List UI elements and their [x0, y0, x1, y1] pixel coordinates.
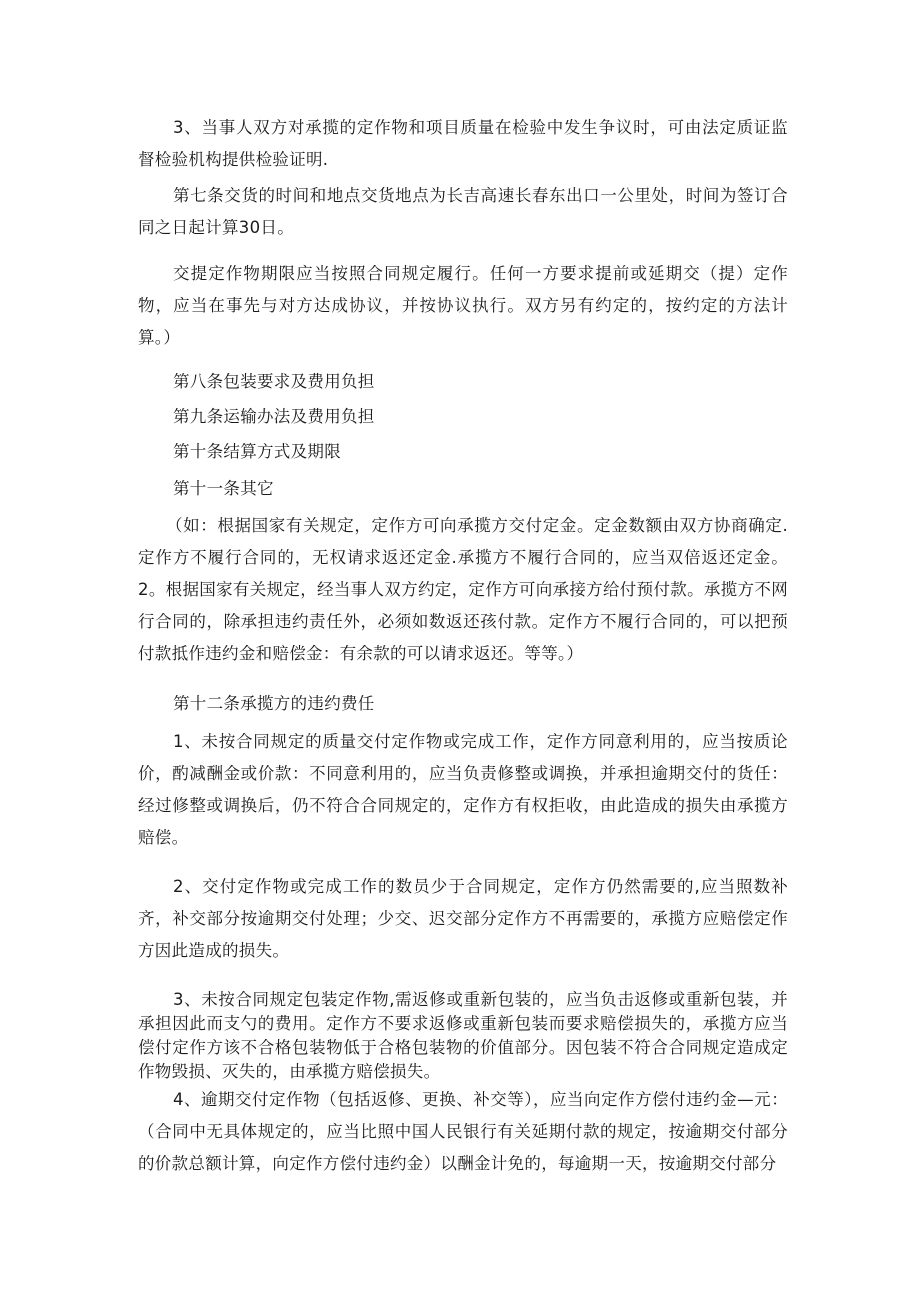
paragraph-liability-4: 4、逾期交付定作物（包括返修、更换、补交等），应当向定作方偿付违约金—元：（合同中无具体规定的，应当比照中国人民银行有关延期付款的规定，按逾期交付部分的价款总额计算，向定作方偿付违约金）以酬金计免的，每逾期一天，按逾期交付部分 — [138, 1090, 788, 1173]
heading-article-11: 第十一条其它 — [173, 479, 274, 498]
paragraph-liability-3: 3、未按合同规定包装定作物,需返修或重新包装的，应当负击返修或重新包装，并承担因此而支勺的费用。定作方不要求返修或重新包装而要求赔偿损失的，承揽方应当偿付定作方该不合格包装物低于合格包装物的价值部分。因包装不符合合同规定造成定作物毁损、灭失的，由承揽方赔偿损失。 — [138, 990, 788, 1081]
paragraph-liability-1: 1、未按合同规定的质量交付定作物或完成工作，定作方同意利用的，应当按质论价，酌减酬金或价款：不同意利用的，应当负责修整或调换，并承担逾期交付的货任：经过修整或调换后，仍不符合合同规定的，定作方有权拒收，由此造成的损失由承揽方赔偿。 — [138, 732, 788, 847]
heading-article-12: 第十二条承揽方的违约费任 — [173, 694, 375, 713]
paragraph-delivery-period: 交提定作物期限应当按照合同规定履行。任何一方要求提前或延期交（提）定作物，应当在事先与对方达成协议，并按协议执行。双方另有约定的，按约定的方法计算。） — [138, 264, 788, 347]
paragraph-quality-dispute: 3、当事人双方对承揽的定作物和项目质量在检验中发生争议时，可由法定质证监督检验机构提供检验证明. — [138, 118, 788, 169]
paragraph-deposit-note: （如：根据国家有关规定，定作方可向承揽方交付定金。定金数额由双方协商确定.定作方不履行合同的，无权请求返还定金.承揽方不履行合同的，应当双倍返还定金。2。根据国家有关规定，经当事人双方约定，定作方可向承接方给付预付款。承揽方不网行合同的，除承担违约责任外，必须如数返还孩付款。定作方不履行合同的，可以把预付款抵作违约金和赔偿金：有余款的可以请求返还。等等。） — [138, 516, 788, 663]
paragraph-article-7: 第七条交货的时间和地点交货地点为长吉高速长春东出口一公里处，时间为签订合同之日起计算30日。 — [138, 186, 788, 237]
heading-article-9: 第九条运输办法及费用负担 — [173, 407, 375, 426]
paragraph-liability-2: 2、交付定作物或完成工作的数员少于合同规定，定作方仍然需要的,应当照数补齐，补交部分按逾期交付处理；少交、迟交部分定作方不再需要的，承揽方应赔偿定作方因此造成的损失。 — [138, 877, 788, 960]
heading-article-10: 第十条结算方式及期限 — [173, 442, 341, 461]
heading-article-8: 第八条包装要求及费用负担 — [173, 372, 375, 391]
